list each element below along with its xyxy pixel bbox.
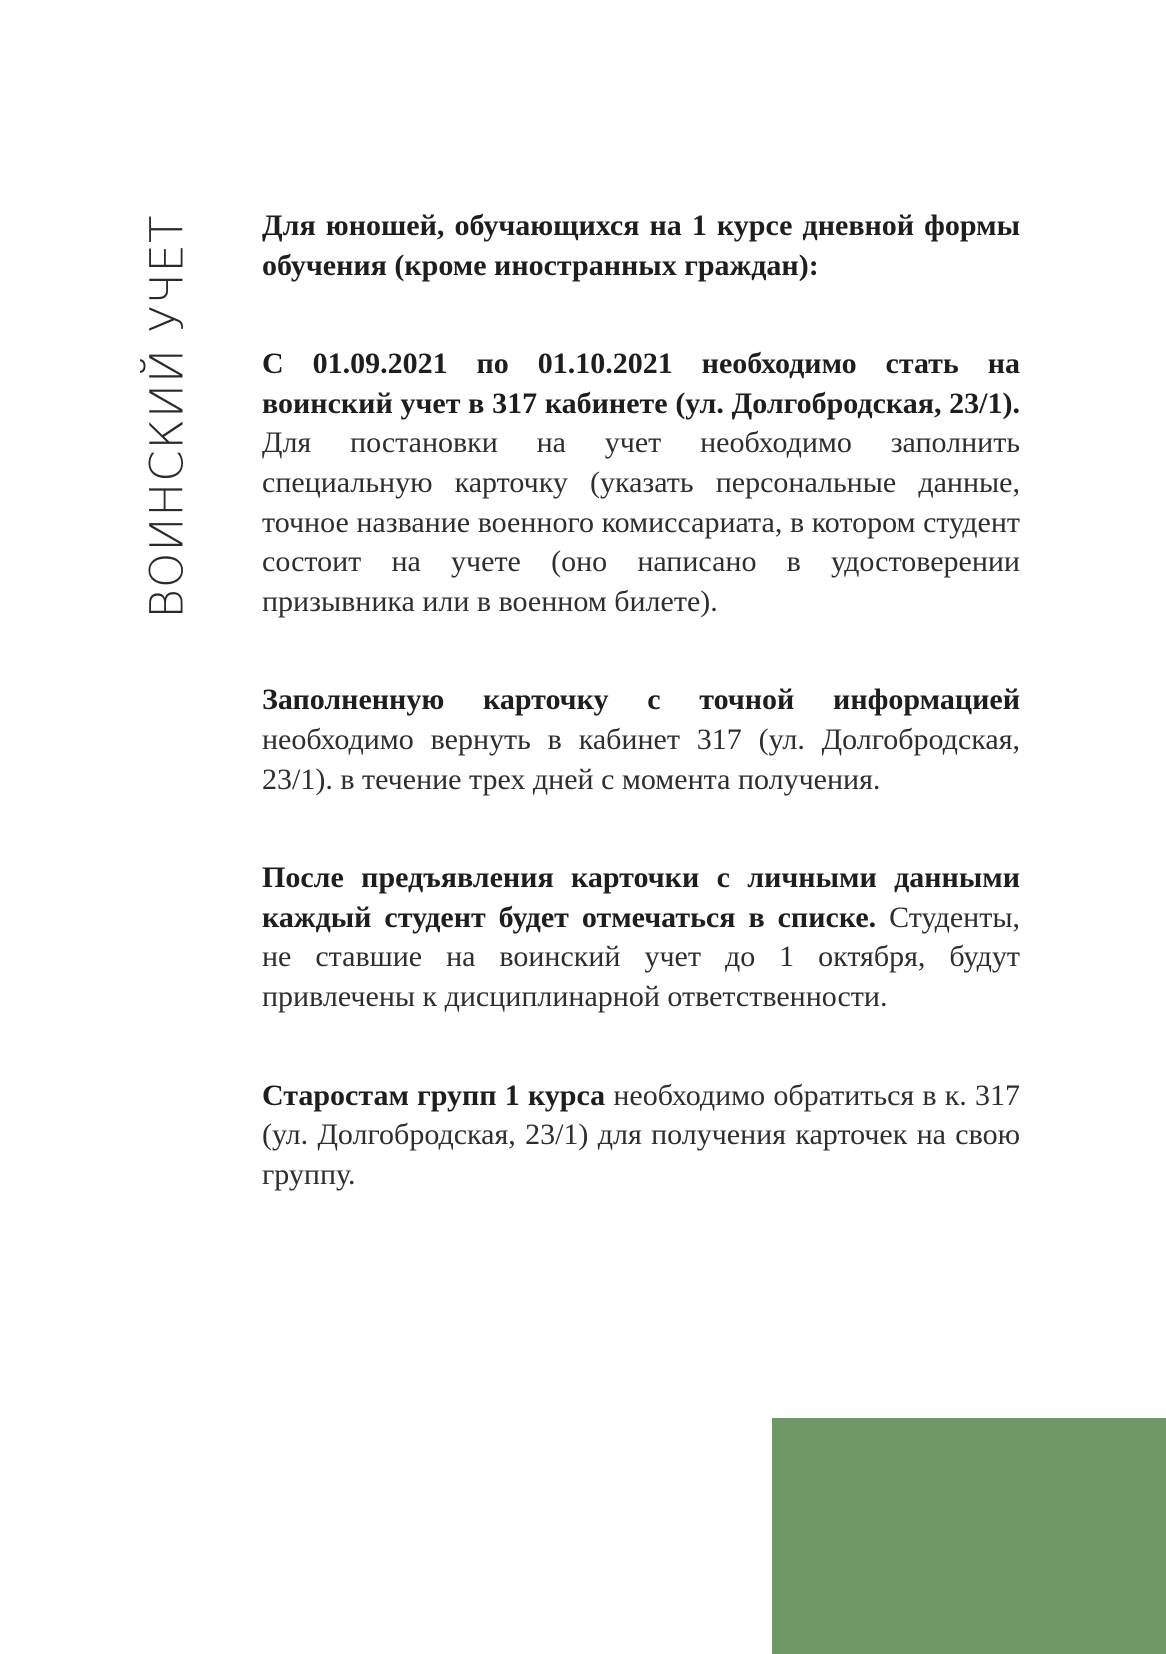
paragraph-return-card-text: необходимо вернуть в кабинет 317 (ул. Долгобродская, 23/1). в течение трех дней с момента получения. xyxy=(262,722,1020,796)
paragraph-check-list-bold: После предъявления карточки с личными данными каждый студент будет отмечаться в списке. xyxy=(262,861,1020,934)
paragraph-intro-bold: Для юношей, обучающихся на 1 курсе дневной формы обучения (кроме иностранных граждан): xyxy=(262,209,1020,282)
paragraph-registration-text: Для постановки на учет необходимо заполнить специальную карточку (указать персональные данные, точное название военного комиссариата, в котором студент состоит на учете (оно написано в удостоверении призывника или в военном билете). xyxy=(262,426,1020,618)
side-title xyxy=(137,211,196,621)
paragraph-return-card-bold: Заполненную карточку с точной информацией xyxy=(262,683,1020,717)
paragraph-group-heads xyxy=(262,1076,1020,1195)
green-accent-block xyxy=(772,1418,1166,1654)
paragraph-check-list-text: Студенты, не ставшие на воинский учет до 1 октября, будут привлечены к дисциплинарной ответственности. xyxy=(262,900,1020,1013)
paragraph-group-heads-bold: Старостам групп 1 курса xyxy=(262,1078,606,1112)
paragraph-group-heads-text: необходимо обратиться в к. 317 (ул. Долгобродская, 23/1) для получения карточек на свою группу. xyxy=(262,1078,1020,1191)
main-content xyxy=(262,206,1020,1253)
paragraph-return-card xyxy=(262,680,1020,799)
paragraph-registration xyxy=(262,344,1020,621)
side-title-text: ВОИНСКИЙ УЧЕТ xyxy=(140,214,193,618)
paragraph-intro xyxy=(262,206,1020,285)
paragraph-check-list xyxy=(262,858,1020,1016)
paragraph-registration-bold: С 01.09.2021 по 01.10.2021 необходимо стать на воинский учет в 317 кабинете (ул. Долгобродская, 23/1). xyxy=(262,347,1020,420)
